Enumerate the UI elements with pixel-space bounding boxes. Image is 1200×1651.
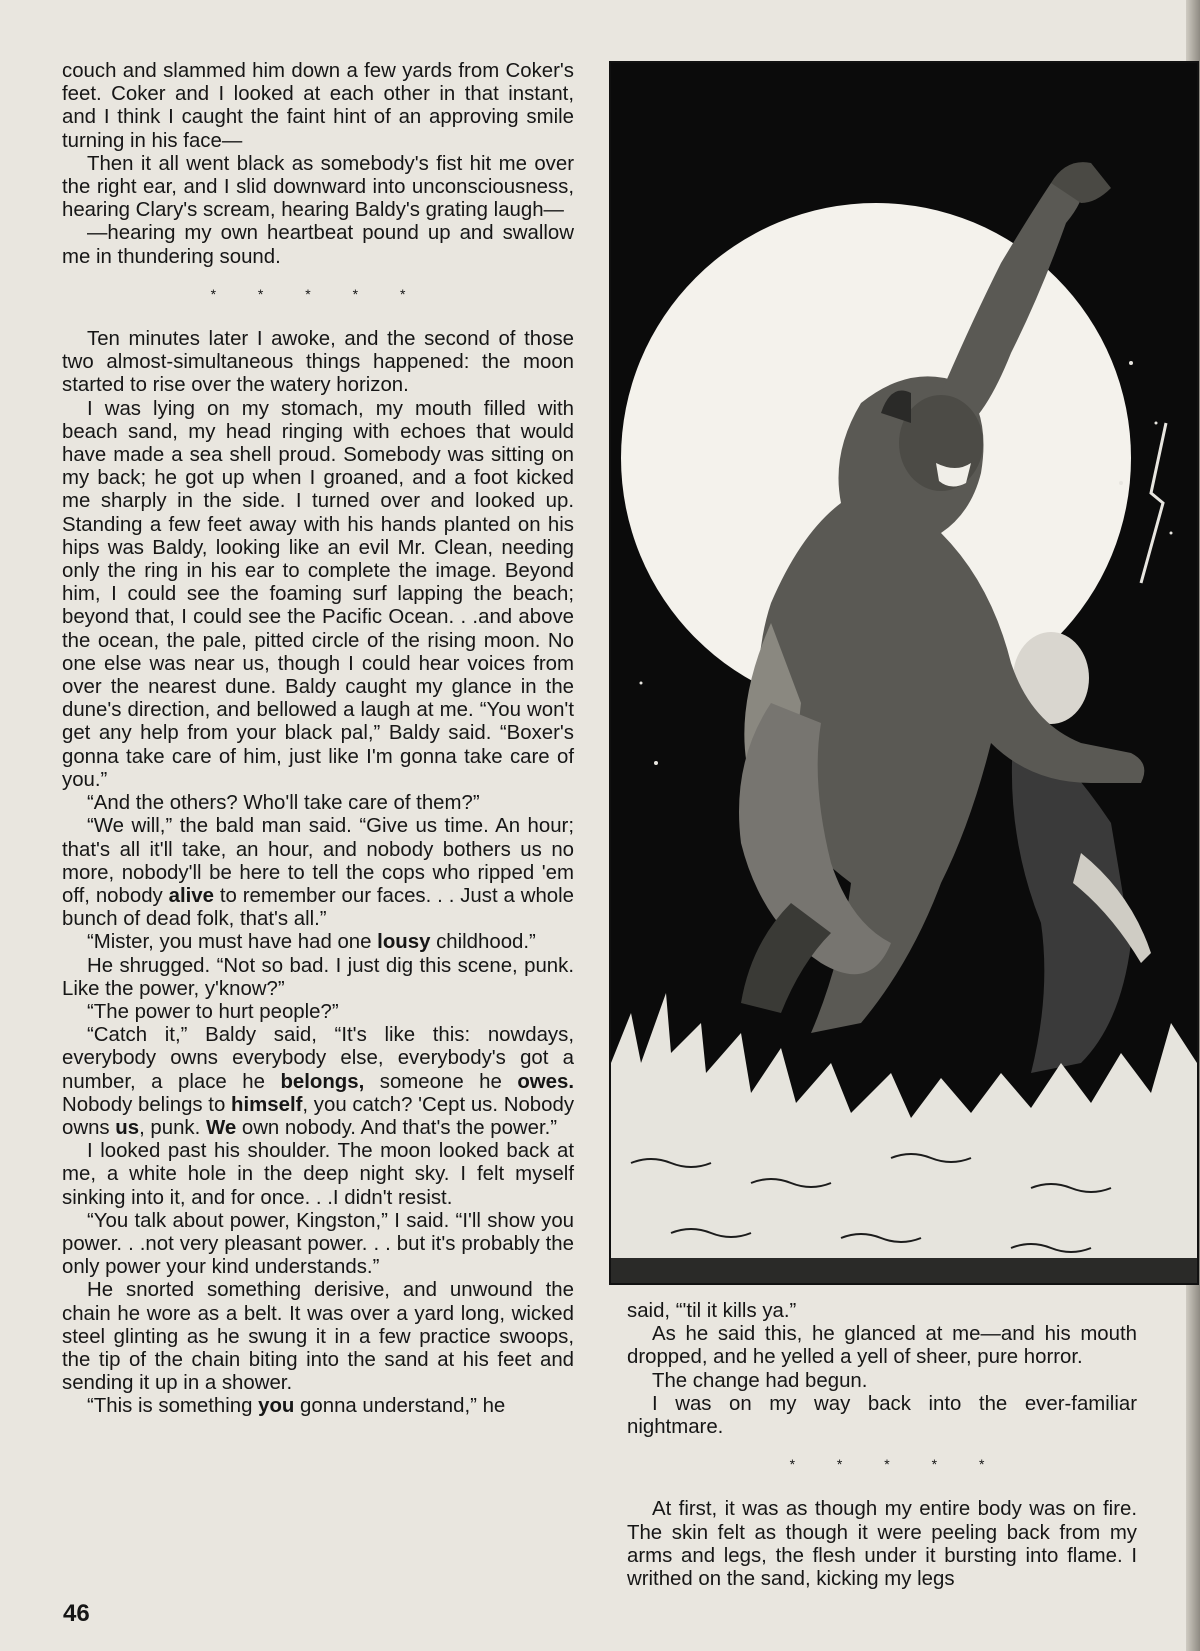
paragraph: He shrugged. “Not so bad. I just dig this scene, punk. Like the power, y'know?” [62,954,574,1000]
paragraph: “Catch it,” Baldy said, “It's like this: nowdays, everybody owns everybody else, everybody's got a number, a place he belongs, someone he owes. Nobody belings to himself, you catch? 'Cept us. Nobody owns us, punk. We own nobody. And that's the power.” [62,1024,575,1139]
paragraph: “The power to hurt people?” [87,1000,339,1023]
water-splash [611,993,1197,1283]
paragraph: He snorted something derisive, and unwound the chain he wore as a belt. It was over a yard long, wicked steel glinting as he swung it in a few practice swoops, the tip of the chain biting into the sand at his feet and sending it up in a shower. [62,1279,574,1395]
paragraph: As he said this, he glanced at me—and his mouth dropped, and he yelled a yell of sheer, pure horror. [627,1323,1137,1369]
werewolf-illustration [609,61,1199,1285]
paragraph: The change had begun. [652,1369,868,1392]
paragraph: said, “'til it kills ya.” [627,1300,797,1322]
left-text-column [62,60,574,1419]
paragraph: Ten minutes later I awoke, and the second of those two almost-simultaneous things happened: the moon started to rise over the watery horizon. [62,328,574,397]
bald-man-figure [1012,632,1151,1073]
right-text-column [627,1300,1137,1591]
paragraph: Then it all went black as somebody's fist hit me over the right ear, and I slid downward into unconsciousness, hearing Clary's scream, hearing Baldy's grating laugh— [62,152,574,222]
water-shadow [611,1258,1197,1283]
paragraph: “Mister, you must have had one lousy childhood.” [87,931,536,954]
section-break: * * * * * [789,1456,985,1473]
lightning [1141,423,1166,583]
paragraph: At first, it was as though my entire body was on fire. The skin felt as though it were peeling back from my arms and legs, the flesh under it bursting into flame. I writhed on the sand, kicking my legs [627,1498,1137,1591]
paragraph: I was on my way back into the ever-familiar nightmare. [627,1392,1137,1439]
paragraph: “You talk about power, Kingston,” I said. “I'll show you power. . .not very pleasant power. . . but it's probably the only power your kind understands.” [62,1209,574,1279]
paragraph: “And the others? Who'll take care of them?” [87,792,480,815]
paragraph: “We will,” the bald man said. “Give us time. An hour; that's all it'll take, an hour, and nobody bothers us no more, nobody'll be here to tell the cops who ripped 'em off, nobody alive to remember our faces. . . Just a whole bunch of dead folk, that's all.” [62,815,574,931]
paragraph: “This is something you gonna understand,” he [87,1395,506,1418]
page-number: 46 [63,1600,90,1627]
paragraph: —hearing my own heartbeat pound up and swallow me in thundering sound. [62,222,574,268]
paragraph: couch and slammed him down a few yards from Coker's feet. Coker and I looked at each other in that instant, and I think I caught the faint hint of an approving smile turning in his face— [62,60,574,152]
paragraph: I was lying on my stomach, my mouth filled with beach sand, my head ringing with echoes that would have made a sea shell proud. Somebody was sitting on my back; he got up when I groaned, and a foot kicked me sharply in the side. I turned over and looked up. Standing a few feet away with his hands planted on his hips was Baldy, looking like an evil Mr. Clean, needing only the ring in his ear to complete the image. Beyond him, I could see the foaming surf lapping the beach; beyond that, I could see the Pacific Ocean. . .and above the ocean, the pale, pitted circle of the rising moon. No one else was near us, though I could hear voices from over the nearest dune. Baldy caught my glance in the dune's direction, and bellowed a laugh at me. “You won't get any help from your black pal,” Baldy said. “Boxer's gonna take care of him, just like I'm gonna take care of you.” [62,397,574,791]
paragraph: I looked past his shoulder. The moon looked back at me, a white hole in the deep night sky. I felt myself sinking into it, and for once. . .I didn't resist. [62,1140,574,1209]
section-break: * * * * * [210,285,406,302]
